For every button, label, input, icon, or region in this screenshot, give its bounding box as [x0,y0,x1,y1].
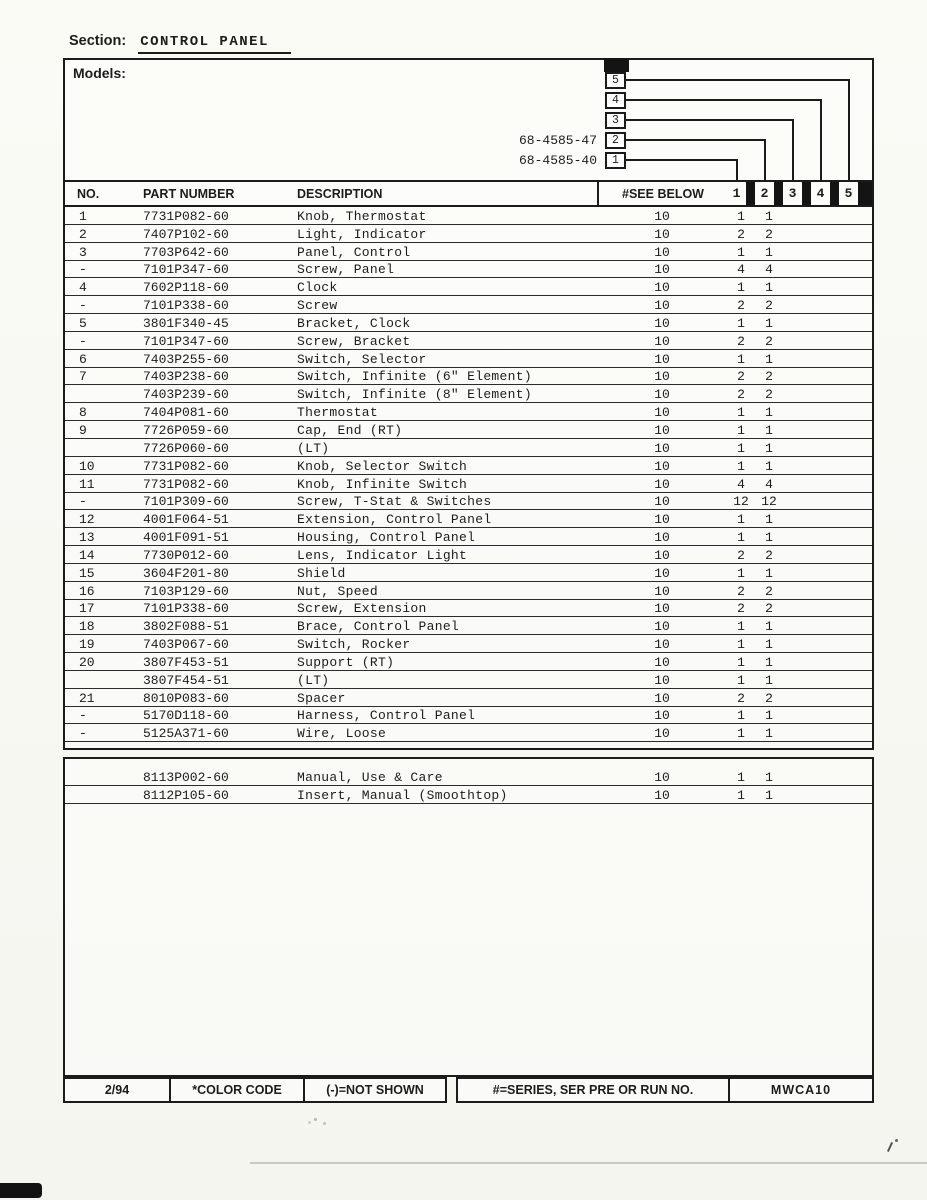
row-see-below: 10 [654,547,670,563]
footer-right-box [456,1077,874,1103]
row-qty-2: 2 [765,547,773,563]
row-qty-2: 1 [765,530,773,546]
connector-line [625,159,738,161]
row-description: Extension, Control Panel [297,512,492,528]
row-see-below: 10 [654,565,670,581]
row-see-below: 10 [654,208,670,224]
row-part-number: 7403P239-60 [143,387,229,403]
row-see-below: 10 [654,476,670,492]
footer-left-box [63,1077,447,1103]
row-no: 9 [79,422,87,438]
row-see-below: 10 [654,333,670,349]
row-description: Switch, Infinite (6" Element) [297,369,532,385]
row-qty-2: 1 [765,422,773,438]
row-no: 14 [79,547,95,563]
table-row [65,403,872,421]
row-qty-2: 1 [765,351,773,367]
row-qty-2: 2 [765,226,773,242]
row-description: Switch, Selector [297,351,427,367]
row-part-number: 5170D118-60 [143,708,229,724]
row-no: - [79,708,87,724]
row-part-number: 7726P059-60 [143,422,229,438]
table-row [65,582,872,600]
row-see-below: 10 [654,726,670,742]
row-part-number: 3604F201-80 [143,565,229,581]
row-see-below: 10 [654,512,670,528]
scan-artifact [0,1183,42,1198]
row-part-number: 7101P338-60 [143,298,229,314]
table-row [65,261,872,279]
row-part-number: 3807F453-51 [143,654,229,670]
row-description: Knob, Infinite Switch [297,476,468,492]
table-row [65,421,872,439]
row-see-below: 10 [654,601,670,617]
row-qty-1: 12 [733,494,749,510]
row-no: 6 [79,351,87,367]
row-no: 10 [79,458,95,474]
row-see-below: 10 [654,351,670,367]
row-no: 5 [79,315,87,331]
row-description: Wire, Loose [297,726,387,742]
table-row [65,689,872,707]
row-part-number: 5125A371-60 [143,726,229,742]
row-qty-1: 1 [737,422,745,438]
table-row [65,225,872,243]
row-qty-1: 2 [737,369,745,385]
row-no: - [79,494,87,510]
manual-section [63,757,874,1077]
row-qty-1: 2 [737,690,745,706]
row-description: Switch, Rocker [297,637,411,653]
row-qty-1: 2 [737,583,745,599]
row-qty-2: 1 [765,637,773,653]
row-qty-2: 1 [765,787,773,803]
row-qty-2: 1 [765,405,773,421]
row-description: Spacer [297,690,346,706]
row-qty-1: 2 [737,547,745,563]
row-description: Screw, T-Stat & Switches [297,494,492,510]
row-qty-2: 4 [765,476,773,492]
footer-series-note: #=SERIES, SER PRE OR RUN NO. [458,1079,730,1101]
callout-box-3: 3 [605,112,626,129]
row-part-number: 4001F091-51 [143,530,229,546]
table-row [65,457,872,475]
row-qty-1: 1 [737,708,745,724]
row-qty-1: 1 [737,208,745,224]
table-row [65,385,872,403]
row-description: (LT) [297,672,330,688]
row-qty-1: 2 [737,601,745,617]
row-see-below: 10 [654,280,670,296]
section-heading [69,32,291,50]
row-qty-2: 2 [765,690,773,706]
row-see-below: 10 [654,458,670,474]
row-part-number: 7101P338-60 [143,601,229,617]
row-part-number: 7101P347-60 [143,262,229,278]
header-col-5: 5 [839,182,867,205]
header-col-3: 3 [783,182,811,205]
row-part-number: 7101P309-60 [143,494,229,510]
connector-line [736,159,738,180]
row-see-below: 10 [654,298,670,314]
row-qty-1: 1 [737,787,745,803]
row-description: Manual, Use & Care [297,769,443,785]
row-no: 11 [79,476,95,492]
row-part-number: 3807F454-51 [143,672,229,688]
row-part-number: 3802F088-51 [143,619,229,635]
table-row [65,350,872,368]
row-no: 3 [79,244,87,260]
row-qty-2: 1 [765,208,773,224]
callout-box-1: 1 [605,152,626,169]
callout-box-5: 5 [605,72,626,89]
table-row [65,278,872,296]
row-see-below: 10 [654,654,670,670]
row-see-below: 10 [654,690,670,706]
row-qty-2: 2 [765,369,773,385]
row-part-number: 7731P082-60 [143,208,229,224]
table-row [65,671,872,689]
row-no: 19 [79,637,95,653]
row-qty-1: 1 [737,530,745,546]
row-no: 8 [79,405,87,421]
connector-line [764,139,766,180]
row-see-below: 10 [654,244,670,260]
section-title: CONTROL PANEL [138,34,291,54]
footer-date: 2/94 [65,1079,171,1101]
row-see-below: 10 [654,672,670,688]
row-description: Screw [297,298,338,314]
row-qty-1: 1 [737,565,745,581]
row-no: 13 [79,530,95,546]
table-row [65,546,872,564]
table-row [65,786,872,804]
row-no: 12 [79,512,95,528]
row-no: - [79,333,87,349]
table-row [65,493,872,511]
row-part-number: 7726P060-60 [143,440,229,456]
table-row [65,439,872,457]
row-description: Screw, Panel [297,262,395,278]
header-col-1: 1 [727,182,755,205]
row-part-number: 7731P082-60 [143,458,229,474]
row-see-below: 10 [654,769,670,785]
row-part-number: 7403P067-60 [143,637,229,653]
row-part-number: 7703P642-60 [143,244,229,260]
footer-doc-code: MWCA10 [770,1083,832,1097]
row-qty-2: 1 [765,512,773,528]
row-see-below: 10 [654,708,670,724]
table-header [65,182,872,207]
row-description: Cap, End (RT) [297,422,403,438]
table-row [65,243,872,261]
row-part-number: 7602P118-60 [143,280,229,296]
row-part-number: 7403P238-60 [143,369,229,385]
header-see-below: #SEE BELOW [597,182,727,205]
row-qty-2: 1 [765,619,773,635]
row-part-number: 8113P002-60 [143,769,229,785]
row-no: 20 [79,654,95,670]
row-see-below: 10 [654,583,670,599]
row-qty-1: 1 [737,440,745,456]
row-part-number: 4001F064-51 [143,512,229,528]
row-no: - [79,262,87,278]
row-qty-1: 1 [737,280,745,296]
table-row [65,768,872,786]
row-part-number: 7407P102-60 [143,226,229,242]
table-row [65,296,872,314]
row-qty-2: 2 [765,583,773,599]
row-qty-1: 2 [737,387,745,403]
row-qty-1: 1 [737,654,745,670]
row-qty-1: 1 [737,637,745,653]
footer-not-shown: (-)=NOT SHOWN [326,1083,424,1097]
header-filler [867,182,872,205]
manual-table-body [65,759,872,804]
row-description: Screw, Extension [297,601,427,617]
scan-artifact [250,1162,927,1164]
row-description: Nut, Speed [297,583,379,599]
header-col-2: 2 [755,182,783,205]
row-qty-1: 1 [737,512,745,528]
row-part-number: 8010P083-60 [143,690,229,706]
row-qty-2: 12 [761,494,777,510]
row-qty-2: 2 [765,387,773,403]
row-no: 17 [79,601,95,617]
row-see-below: 10 [654,440,670,456]
model-number: 68-4585-47 [518,133,597,148]
row-qty-2: 2 [765,298,773,314]
row-no: 4 [79,280,87,296]
connector-line [820,99,822,180]
row-description: Screw, Bracket [297,333,411,349]
row-description: Insert, Manual (Smoothtop) [297,787,508,803]
row-qty-1: 2 [737,333,745,349]
row-description: (LT) [297,440,330,456]
footer [63,1077,874,1103]
row-description: Switch, Infinite (8" Element) [297,387,532,403]
row-qty-2: 2 [765,601,773,617]
row-see-below: 10 [654,422,670,438]
row-qty-1: 4 [737,262,745,278]
table-row [65,528,872,546]
row-description: Panel, Control [297,244,411,260]
header-description: DESCRIPTION [297,186,383,201]
table-row [65,635,872,653]
connector-line [625,99,822,101]
row-qty-1: 1 [737,351,745,367]
row-no: - [79,298,87,314]
row-description: Lens, Indicator Light [297,547,468,563]
table-row [65,368,872,386]
table-row [65,707,872,725]
connector-line [792,119,794,180]
connector-line [625,79,850,81]
row-qty-1: 1 [737,619,745,635]
row-part-number: 7730P012-60 [143,547,229,563]
row-qty-1: 1 [737,726,745,742]
row-qty-2: 1 [765,315,773,331]
row-part-number: 8112P105-60 [143,787,229,803]
table-row [65,314,872,332]
row-see-below: 10 [654,530,670,546]
scan-artifact [895,1139,898,1142]
row-no: - [79,726,87,742]
parts-table-body [65,207,872,748]
row-see-below: 10 [654,787,670,803]
row-see-below: 10 [654,494,670,510]
row-no: 21 [79,690,95,706]
table-row [65,475,872,493]
row-no: 15 [79,565,95,581]
table-row [65,207,872,225]
row-see-below: 10 [654,637,670,653]
row-part-number: 3801F340-45 [143,315,229,331]
header-col-4: 4 [811,182,839,205]
table-row [65,653,872,671]
scan-artifact [887,1142,893,1152]
row-no: 1 [79,208,87,224]
connector-line [625,119,794,121]
row-qty-2: 4 [765,262,773,278]
row-qty-2: 2 [765,333,773,349]
header-part-number: PART NUMBER [143,186,235,201]
row-part-number: 7404P081-60 [143,405,229,421]
row-no: 16 [79,583,95,599]
row-part-number: 7731P082-60 [143,476,229,492]
row-qty-2: 1 [765,458,773,474]
table-row [65,332,872,350]
models-label: Models: [73,65,126,81]
row-qty-2: 1 [765,280,773,296]
section-label: Section: [69,33,127,49]
row-see-below: 10 [654,619,670,635]
row-qty-1: 1 [737,458,745,474]
row-qty-2: 1 [765,244,773,260]
row-description: Housing, Control Panel [297,530,476,546]
row-description: Knob, Thermostat [297,208,427,224]
row-part-number: 7103P129-60 [143,583,229,599]
connector-line [625,139,766,141]
row-see-below: 10 [654,315,670,331]
models-diagram [65,60,872,182]
callout-box-4: 4 [605,92,626,109]
row-qty-1: 1 [737,672,745,688]
table-row [65,510,872,528]
row-description: Bracket, Clock [297,315,411,331]
row-description: Brace, Control Panel [297,619,460,635]
row-description: Support (RT) [297,654,395,670]
row-no: 2 [79,226,87,242]
row-see-below: 10 [654,387,670,403]
row-description: Shield [297,565,346,581]
row-qty-2: 1 [765,654,773,670]
row-see-below: 10 [654,405,670,421]
row-qty-1: 4 [737,476,745,492]
row-qty-1: 2 [737,298,745,314]
scan-artifact [314,1118,317,1121]
row-qty-1: 2 [737,226,745,242]
row-qty-2: 1 [765,672,773,688]
parts-table [63,58,874,750]
scan-artifact [604,58,629,72]
row-description: Harness, Control Panel [297,708,476,724]
row-qty-2: 1 [765,726,773,742]
row-see-below: 10 [654,262,670,278]
callout-box-2: 2 [605,132,626,149]
row-qty-1: 1 [737,244,745,260]
model-number: 68-4585-40 [518,153,597,168]
row-no: 7 [79,369,87,385]
row-qty-1: 1 [737,405,745,421]
row-see-below: 10 [654,226,670,242]
row-description: Light, Indicator [297,226,427,242]
row-no: 18 [79,619,95,635]
header-no: NO. [77,186,100,201]
row-description: Clock [297,280,338,296]
row-qty-1: 1 [737,315,745,331]
table-row [65,564,872,582]
row-description: Thermostat [297,405,379,421]
row-part-number: 7403P255-60 [143,351,229,367]
row-part-number: 7101P347-60 [143,333,229,349]
row-qty-2: 1 [765,708,773,724]
table-row [65,600,872,618]
row-qty-2: 1 [765,565,773,581]
row-description: Knob, Selector Switch [297,458,468,474]
footer-color-code: *COLOR CODE [171,1079,305,1101]
row-qty-2: 1 [765,769,773,785]
table-row [65,724,872,742]
table-row [65,617,872,635]
row-qty-1: 1 [737,769,745,785]
row-qty-2: 1 [765,440,773,456]
connector-line [848,79,850,180]
row-see-below: 10 [654,369,670,385]
